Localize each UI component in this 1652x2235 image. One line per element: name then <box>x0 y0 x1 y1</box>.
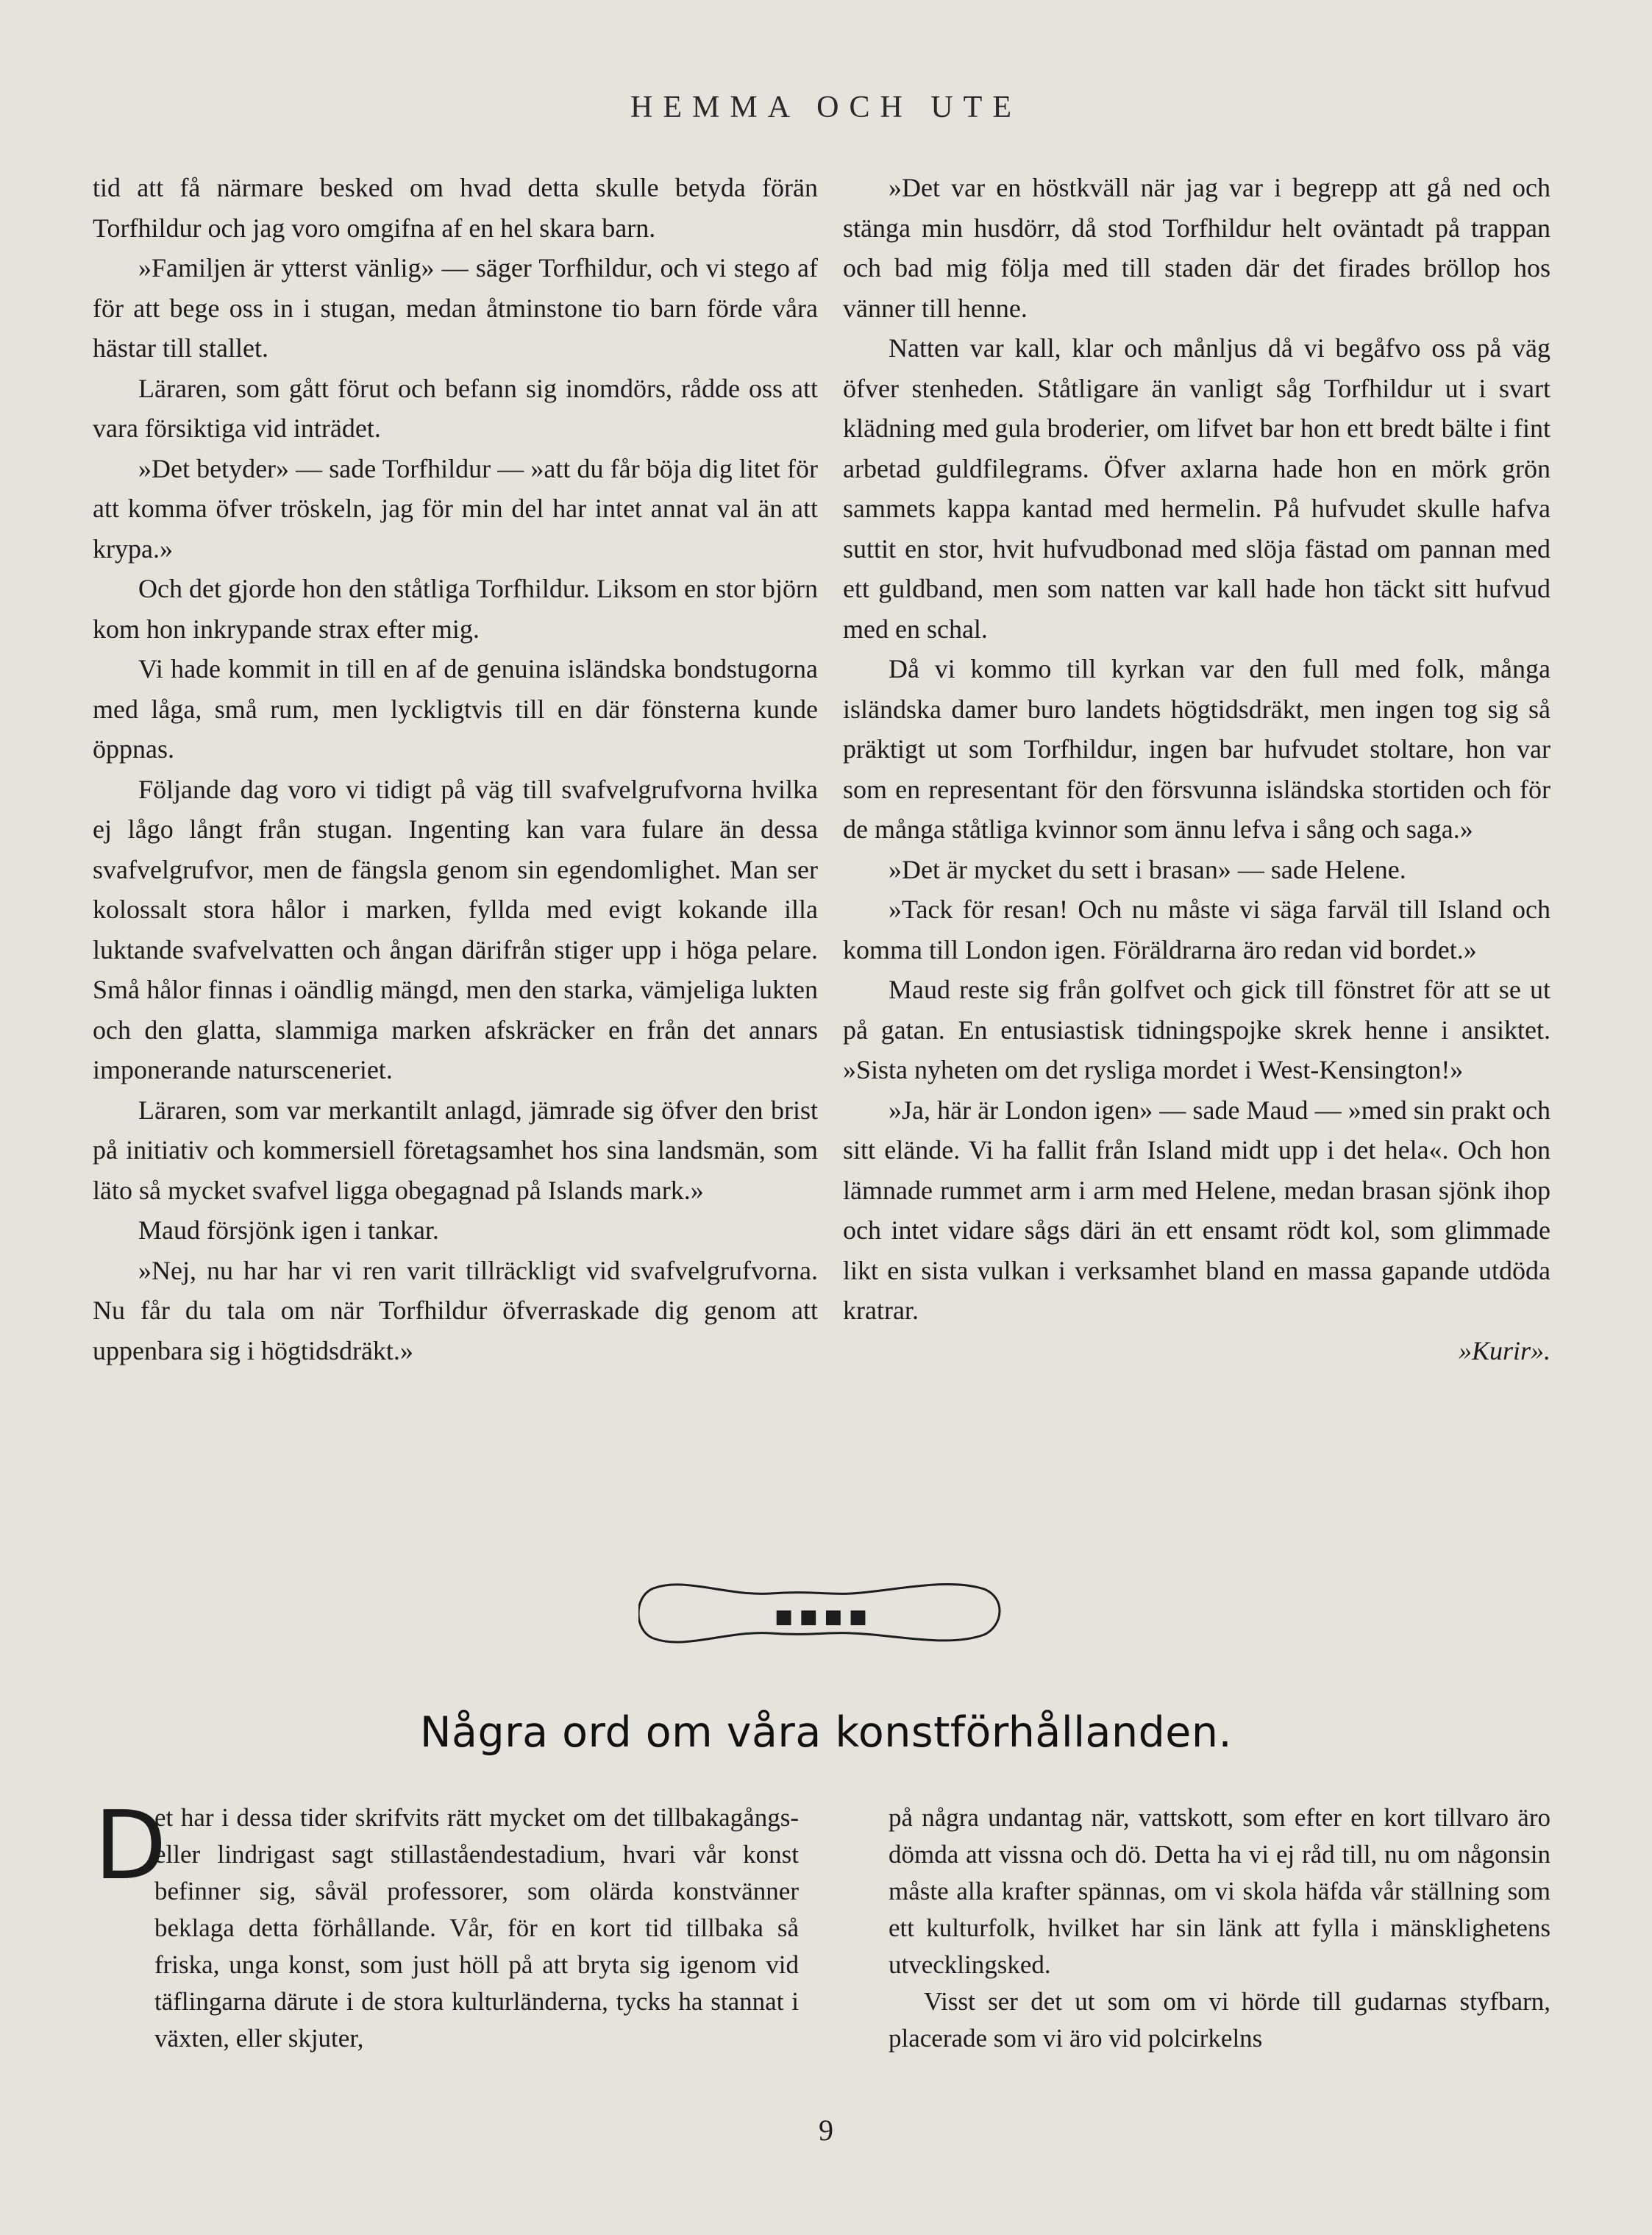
paragraph: »Det är mycket du sett i brasan» — sade Helene. <box>889 854 1406 884</box>
article-right-column <box>889 1799 1550 2057</box>
paragraph: Läraren, som gått förut och befann sig inomdörs, rådde oss att vara försiktiga vid inträdet. <box>93 373 818 443</box>
article-text: et har i dessa tider skrifvits rätt mycket om det tillbakagångs- eller lindrigast sagt stillaståendestadium, hvari vår konst befinner sig, såväl professorer, som olärda konstvänner beklaga detta förhållande. Vår, för en kort tid tillbaka så friska, unga konst, som just höll på att bryta sig igenom vid täflingarna därute i de stora kulturländerna, tycks ha stannat i växten, eller skjuter, <box>154 1803 799 2053</box>
paragraph: Natten var kall, klar och månljus då vi begåfvo oss på väg öfver stenheden. Ståtligare än vanligt såg Torfhildur ut i svart klädning med gula broderier, om lifvet bar hon ett bredt bälte i fint arbetad guldfilegrams. Öfver axlarna hade hon en mörk grön sammets kappa kantad med hermelin. På hufvudet skulle hafva suttit en stor, hvit hufvudbonad med slöja fästad om pannan med ett guldband, men som natten var kall hade hon täckt sitt hufvud med en schal. <box>843 333 1550 644</box>
right-column <box>843 168 1550 1371</box>
article-paragraph: Visst ser det ut som om vi hörde till gudarnas styfbarn, placerade som vi äro vid polcirkelns <box>889 1987 1550 2053</box>
paragraph: Läraren, som var merkantilt anlagd, jämrade sig öfver den brist på initiativ och kommersiell företagsamhet hos sina landsmän, som läto så mycket svafvel ligga obegagnad på Islands mark.» <box>93 1095 818 1205</box>
page-number: 9 <box>819 2114 833 2147</box>
paragraph: »Det betyder» — sade Torfhildur — »att du får böja dig litet för att komma öfver tröskeln, jag för min del har intet annat val än att krypa.» <box>93 453 818 564</box>
paragraph: »Tack för resan! Och nu måste vi säga farväl till Island och komma till London igen. Föräldrarna äro redan vid bordet.» <box>843 895 1550 964</box>
signature <box>843 1331 1550 1371</box>
article-title: Några ord om våra konstförhållanden. <box>419 1708 1233 1757</box>
paragraph: Då vi kommo till kyrkan var den full med folk, många isländska damer buro landets högtidsdräkt, men ingen tog sig så präktigt ut som Torfhildur, ingen bar hufvudet stoltare, hon var som en representant för den försvunna isländska stortiden och för de många ståtliga kvinnor som ännu lefva i sång och saga.» <box>843 654 1550 844</box>
dropcap: D <box>94 1791 167 1901</box>
paragraph: Följande dag voro vi tidigt på väg till svafvelgrufvorna hvilka ej lågo långt från stugan. Ingenting kan vara fulare än dessa svafvelgrufvor, men de fängsla genom sin egendomlighet. Man ser kolossalt stora hålor i marken, fyllda med evigt kokande illa luktande svafvelvatten och ångan därifrån stiger upp i höga pelare. Små hålor finnas i oändlig mängd, men den starka, vämjeliga lukten och den glatta, slammiga marken afskräcker en från det annars imponerande natursceneriet. <box>93 774 818 1084</box>
paragraph: »Det var en höstkväll när jag var i begrepp att gå ned och stänga min husdörr, då stod Torfhildur helt oväntadt på trappan och bad mig följa med till staden där det firades bröllop hos vänner till henne. <box>843 173 1550 323</box>
paragraph: »Familjen är ytterst vänlig» — säger Torfhildur, och vi stego af för att bege oss in i stugan, medan åtminstone tio barn förde våra hästar till stallet. <box>93 253 818 363</box>
paragraph: »Nej, nu har har vi ren varit tillräckligt vid svafvelgrufvorna. Nu får du tala om när Torfhildur öfverraskade dig genom att uppenbara sig i högtidsdräkt.» <box>93 1255 818 1365</box>
ornament-squares: ■ ■ ■ ■ <box>775 1606 867 1628</box>
paragraph: Maud försjönk igen i tankar. <box>138 1215 439 1245</box>
paragraph: Och det gjorde hon den ståtliga Torfhildur. Liksom en stor björn kom hon inkrypande strax efter mig. <box>93 574 818 644</box>
paragraph: Maud reste sig från golfvet och gick till fönstret för att se ut på gatan. En entusiastisk tidningspojke skrek henne i ansiktet. »Sista nyheten om det rysliga mordet i West-Kensington!» <box>843 975 1550 1084</box>
left-column <box>93 168 818 1371</box>
article-paragraph <box>94 1791 799 2057</box>
ornament-divider <box>638 1574 1003 1652</box>
article-paragraph: på några undantag när, vattskott, som efter en kort tillvaro äro dömda att vissna och dö. Detta ha vi ej råd till, nu om någonsin måste alla krafter spännas, om vi skola häfda vår ställning som ett kulturfolk, hvilket har sin länk att fylla i mänsklighetens utvecklingsked. <box>889 1803 1550 1979</box>
article-left-column <box>94 1791 799 2057</box>
signature-text: »Kurir». <box>1458 1335 1550 1365</box>
paragraph: Vi hade kommit in till en af de genuina isländska bondstugorna med låga, små rum, men lyckligtvis till en där fönsterna kunde öppnas. <box>93 654 818 764</box>
paragraph: tid att få närmare besked om hvad detta skulle betyda förän Torfhildur och jag voro omgifna af en hel skara barn. <box>93 173 818 243</box>
running-head: HEMMA OCH UTE <box>630 90 1022 124</box>
paragraph: »Ja, här är London igen» — sade Maud — »med sin prakt och sitt elände. Vi ha fallit från Island midt upp i det hela«. Och hon lämnade rummet arm i arm med Helene, medan brasan sjönk ihop och intet vidare sågs däri än ett ensamt rödt kol, som glimmade likt en sista vulkan i verksamhet bland en massa gapande utdöda kratrar. <box>843 1095 1550 1325</box>
